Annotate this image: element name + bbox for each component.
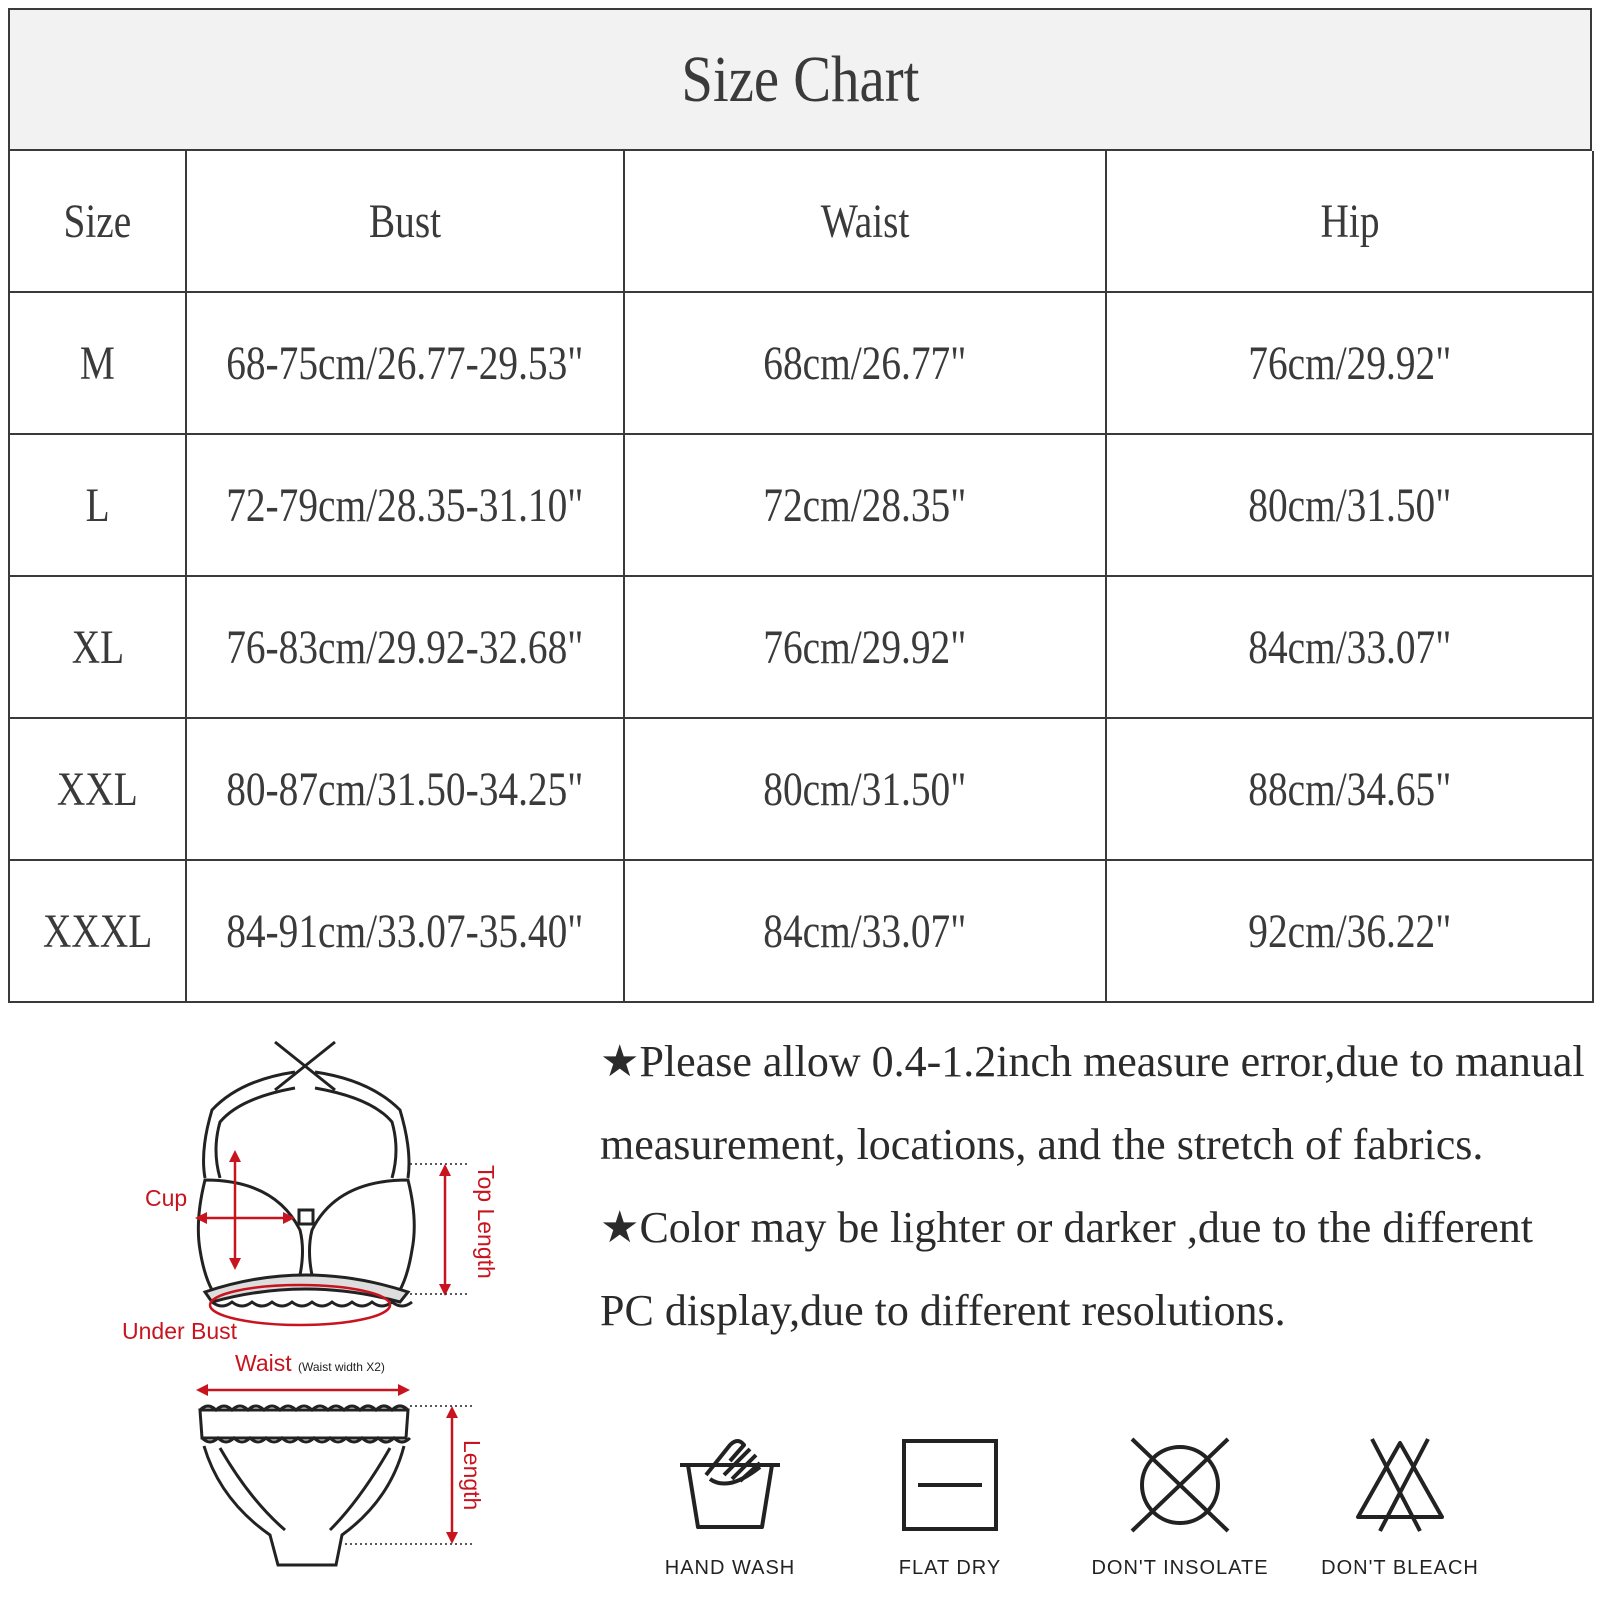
hip-cell: 88cm/34.65"	[1106, 718, 1593, 860]
waist-cell: 80cm/31.50"	[624, 718, 1106, 860]
waist-label: Waist	[235, 1350, 292, 1376]
bust-cell: 76-83cm/29.92-32.68"	[186, 576, 624, 718]
care-hand-wash	[640, 1435, 820, 1595]
note-color-variation: ★Color may be lighter or darker ,due to the different PC display,due to different resolutions.	[600, 1203, 1534, 1335]
size-cell: XXL	[9, 718, 186, 860]
header-size: Size	[9, 151, 186, 292]
briefs-waistband	[200, 1410, 408, 1438]
hip-cell: 80cm/31.50"	[1106, 434, 1593, 576]
table-row	[9, 860, 1593, 1002]
dont-bleach-label: DON'T BLEACH	[1321, 1557, 1479, 1579]
waist-cell: 84cm/33.07"	[624, 860, 1106, 1002]
dont-insolate-icon	[1120, 1435, 1240, 1535]
header-waist: Waist	[624, 151, 1106, 292]
center-clasp	[299, 1210, 313, 1224]
bust-cell: 68-75cm/26.77-29.53"	[186, 292, 624, 434]
dont-insolate-label: DON'T INSOLATE	[1091, 1557, 1269, 1579]
bust-cell: 84-91cm/33.07-35.40"	[186, 860, 624, 1002]
waist-note-label: (Waist width X2)	[298, 1360, 385, 1374]
hip-cell: 76cm/29.92"	[1106, 292, 1593, 434]
cup-label: Cup	[145, 1185, 188, 1211]
right-cup	[310, 1180, 415, 1290]
bust-cell: 80-87cm/31.50-34.25"	[186, 718, 624, 860]
chart-title: Size Chart	[680, 42, 920, 116]
waist-cell: 68cm/26.77"	[624, 292, 1106, 434]
note-measure-error: ★Please allow 0.4-1.2inch measure error,due to manual measurement, locations, and the stretch of fabrics.	[600, 1037, 1585, 1169]
waist-cell: 76cm/29.92"	[624, 576, 1106, 718]
size-cell: L	[9, 434, 186, 576]
halter-cross-strap	[275, 1042, 335, 1090]
waist-cell: 72cm/28.35"	[624, 434, 1106, 576]
length-label: Length	[459, 1440, 485, 1511]
measurement-diagram	[100, 1030, 570, 1590]
table-row	[9, 434, 1593, 576]
hand-wash-icon	[670, 1435, 790, 1535]
flat-dry-label: FLAT DRY	[898, 1557, 1002, 1579]
hip-cell: 84cm/33.07"	[1106, 576, 1593, 718]
table-row	[9, 292, 1593, 434]
flat-dry-icon	[900, 1435, 1000, 1535]
hand-wash-label: HAND WASH	[664, 1557, 796, 1579]
notes	[600, 1020, 1590, 1352]
top-length-label: Top Length	[473, 1165, 499, 1279]
chart-title-bar	[8, 8, 1592, 151]
under-bust-label: Under Bust	[122, 1318, 238, 1344]
size-cell: XL	[9, 576, 186, 718]
table-row	[9, 576, 1593, 718]
size-cell: M	[9, 292, 186, 434]
size-cell: XXXL	[9, 860, 186, 1002]
size-chart	[8, 8, 1592, 1003]
size-table	[8, 151, 1594, 1003]
header-bust: Bust	[186, 151, 624, 292]
hip-cell: 92cm/36.22"	[1106, 860, 1593, 1002]
care-flat-dry	[865, 1435, 1035, 1595]
table-header-row	[9, 151, 1593, 292]
bust-cell: 72-79cm/28.35-31.10"	[186, 434, 624, 576]
table-row	[9, 718, 1593, 860]
dont-bleach-icon	[1350, 1435, 1450, 1535]
header-hip: Hip	[1106, 151, 1593, 292]
care-dont-bleach	[1305, 1435, 1495, 1595]
bikini-outline-drawing	[100, 1030, 570, 1590]
care-dont-insolate	[1085, 1435, 1275, 1595]
briefs-body	[204, 1446, 404, 1565]
left-cup	[198, 1180, 302, 1290]
